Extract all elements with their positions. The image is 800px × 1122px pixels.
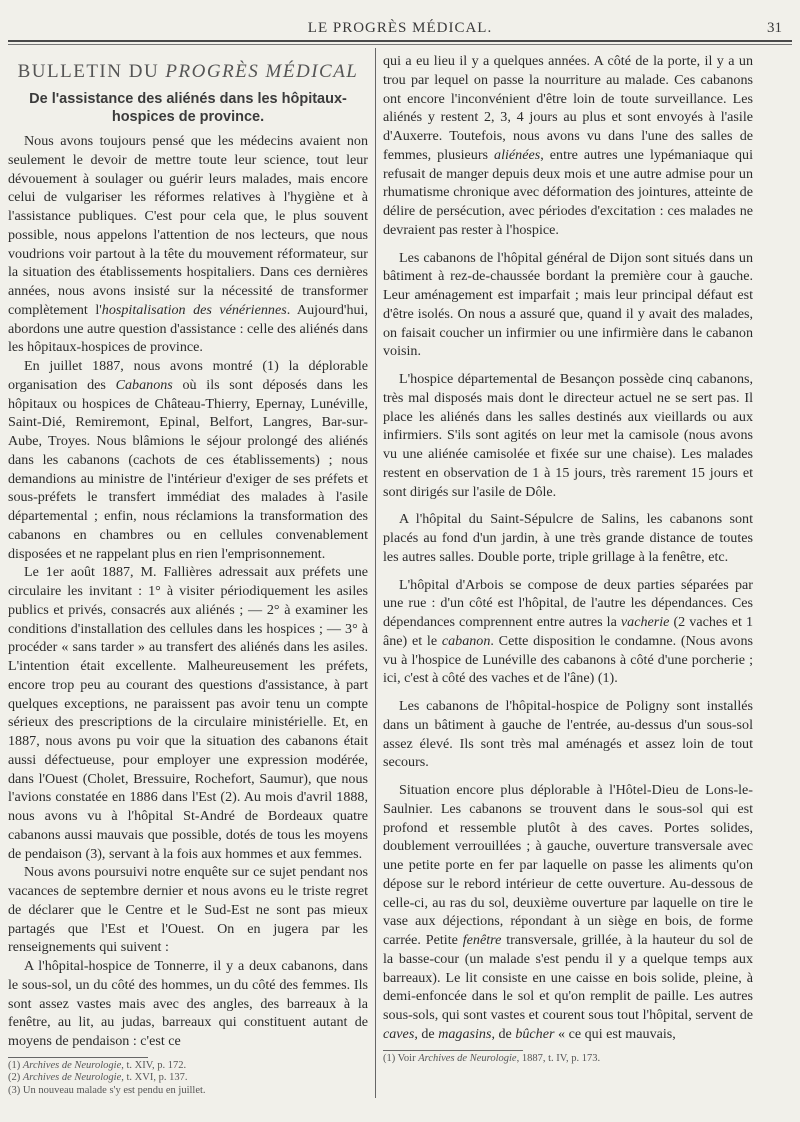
paragraph-dijon: Les cabanons de l'hôpital général de Dijon sont situés dans un bâtiment à rez-de-chaussée bordant la première cour à gauche. Leur aménagement est imparfait ; mais leur principal défaut est d'être isolés. On nous a assuré que, quand il y avait des malades, on faisait coucher un infirmier ou une infirmière dans le cabanon voisin.	[383, 249, 753, 360]
bulletin-prefix: BULLETIN DU	[17, 61, 166, 82]
paragraph-lons-le-saulnier: Situation encore plus déplorable à l'Hôtel-Dieu de Lons-le-Saulnier. Les cabanons se trouvent dans le sous-sol qui est profond et ressemble plutôt à des caves. Portes solides, doublement verrouillées ; à gauche, ouverture transversale avec une petite porte en fer par laquelle on passe les aliments qu'on dépose sur le rebord intérieur de cette ouverture. Au-dessous de celle-ci, au ras du sol, deuxième ouverture par laquelle on tire le vase aux déjections, répondant à un siège en bois, de forme carrée. Petite fenêtre transversale, grillée, à la hauteur du sol de la basse-cour (un malade s'est pendu il y a quelque temps aux barreaux). Le lit consiste en une caisse en bois solide, pleine, à demi-enfoncée dans le sol et qu'on remplit de paille. Les autres sous-sols, qui sont vastes et courent sous tout l'hôpital, servent de caves, de magasins, de bûcher « ce qui est mauvais,	[383, 782, 753, 1042]
paragraph-tonnerre: A l'hôpital-hospice de Tonnerre, il y a deux cabanons, dans le sous-sol, un du côté des hommes, un du côté des femmes. Ils sont assez vastes mais avec des angles, des barreaux à la fenêtre, au lit, au judas, barreaux qui constituent autant de moyens de pendaison : c'est ce	[8, 958, 368, 1049]
footnote-1: (1) Archives de Neurologie, t. XIV, p. 172.	[8, 1059, 187, 1071]
left-column	[0, 52, 368, 1097]
paragraph-circular: Le 1er août 1887, M. Fallières adressait aux préfets une circulaire les invitant : 1° à visiter périodiquement les asiles publics et privés, consacrés aux aliénés ; — 2° à examiner les conditions d'installation des cellules dans les hospices ; — 3° à procéder « sans tarder » au transfert des aliénés dans les asiles. L'intention était excellente. Malheureusement les préfets, encore trop peu au courant des questions d'assistance, à part quelques exceptions, ne paraissent pas avoir tenu un compte sérieux des prescriptions de la circulaire ministérielle. Et, en 1887, nous avons pu voir que la situation des cabanons était aussi défectueuse, pour employer une expression modérée, dans l'Ouest (Cholet, Bressuire, Rochefort, Saumur), que nous l'avions constatée en 1886 dans l'Est (2). Au mois d'avril 1888, nous avons vu à l'hôpital St-André de Bordeaux quatre cabanons aussi mauvais que possible, dotés de tous les moyens de pendaison (3), servant à la fois aux hommes et aux femmes.	[8, 564, 368, 862]
bulletin-title	[8, 60, 368, 84]
paragraph-july-1887: En juillet 1887, nous avons montré (1) la déplorable organisation des Cabanons où ils sont déposés dans les hôpitaux ou hospices de Château-Thierry, Epernay, Lunéville, Saint-Dié, Remiremont, Epinal, Belfort, Langres, Bar-sur-Aube, Troyes. Nous blâmions le séjour prolongé des aliénés dans les cabanons (cachots de ces établissements) ; nous demandions au ministre de l'intérieur d'exiger de ses préfets et sous-préfets le transfert immédiat des malades à l'asile départemental ; enfin, nous réclamions la transformation des cabanons en chambres ou en cellules convenablement disposées et ne rappelant plus en rien l'emprisonnement.	[8, 358, 369, 562]
paragraph-besancon: L'hospice départemental de Besançon possède cinq cabanons, très mal disposés mais dont le directeur actuel ne se sert pas. Il place les aliénés dans les salles destinés aux vieillards ou aux infirmiers. S'ils sont agités on leur met la camisole (nous avons vu une aliénée camisolée et fixée sur une chaise). Les malades restent en observation de 1 à 15 jours, très rarement 15 jours et sont dirigés sur l'asile de Dôle.	[383, 371, 753, 500]
footnote-3: (3) Un nouveau malade s'y est pendu en juillet.	[8, 1084, 206, 1096]
paragraph-tonnerre-cont: qui a eu lieu il y a quelques années. A côté de la porte, il y a un trou par lequel on passe la nourriture au malade. Ces cabanons ont encore l'inconvénient d'être loin de toute surveillance. Les aliénés y restent 2, 3, 4 jours au plus et sont envoyés à l'asile d'Auxerre. Toutefois, nous avons vu dans l'une des salles de femmes, plusieurs aliénées, entre autres une lypémaniaque qui refusait de manger depuis deux mois et une autre admise pour un rhumatisme chronique avec déformation des jointures, atteinte de délire de persécution, avec périodes d'excitation : ces malades ne devraient pas rester à l'hospice.	[383, 53, 754, 238]
footnote-right-1: (1) Voir Archives de Neurologie, 1887, t. IV, p. 173.	[383, 1052, 601, 1064]
paragraph-poligny: Les cabanons de l'hôpital-hospice de Poligny sont installés dans un bâtiment à gauche de l'entrée, au-dessus d'un sous-sol assez élevé. Ils sont très mal aménagés et assez loin de tout secours.	[383, 698, 753, 771]
running-title: LE PROGRÈS MÉDICAL.	[307, 20, 493, 36]
page-number: 31	[767, 20, 782, 36]
right-column	[383, 52, 753, 1065]
section-title: De l'assistance des aliénés dans les hôpitaux-hospices de province.	[29, 91, 347, 125]
footnote-rule	[8, 1057, 148, 1058]
header-rule	[8, 40, 792, 42]
bulletin-journal-name: PROGRÈS MÉDICAL	[165, 61, 359, 82]
footnote-2: (2) Archives de Neurologie, t. XVI, p. 137.	[8, 1072, 188, 1084]
paragraph-inquiry: Nous avons poursuivi notre enquête sur ce sujet pendant nos vacances de septembre dernier et nous avons eu le triste regret de déclarer que le Centre et le Sud-Est ne sont pas mieux partagés que l'Est et l'Ouest. On en jugera par les renseignements qui suivent :	[8, 864, 368, 956]
paragraph-salins: A l'hôpital du Saint-Sépulcre de Salins, les cabanons sont placés au fond d'un jardin, à une très grande distance de toutes les autres salles. Double porte, triple grillage à la fenêtre, etc.	[383, 511, 753, 565]
column-divider	[375, 48, 376, 1098]
header-rule-thin	[8, 44, 792, 45]
paragraph-arbois: L'hôpital d'Arbois se compose de deux parties séparées par une rue : d'un côté est l'hôpital, de l'autre les dépendances. Ces dépendances comprennent entre autres la vacherie (2 vaches et 1 âne) et le cabanon. Cette disposition le condamne. (Nous avons vu à l'hospice de Lunéville des cabanons à côté d'une porcherie ; ici, c'est à côté des vaches et de l'âne) (1).	[383, 576, 753, 687]
paragraph-intro: Nous avons toujours pensé que les médecins avaient non seulement le devoir de mettre toute leur science, tout leur dévouement à soulager ou guérir leurs malades, mais encore celui de vulgariser les réformes relatives à l'hygiène et à l'assistance publiques. C'est pour cela que, le plus souvent possible, nous appelons l'attention de nos lecteurs, que nous voudrions voir partout à la tête du mouvement réformateur, sur la situation des établissements hospitaliers. Dans ces dernières années, nous avons insisté sur la nécessité de transformer complètement l'hospitalisation des vénériennes. Aujourd'hui, abordons une autre question d'assistance : celle des aliénés dans les hôpitaux-hospices de province.	[8, 133, 368, 356]
footnote-rule-right	[383, 1050, 523, 1051]
